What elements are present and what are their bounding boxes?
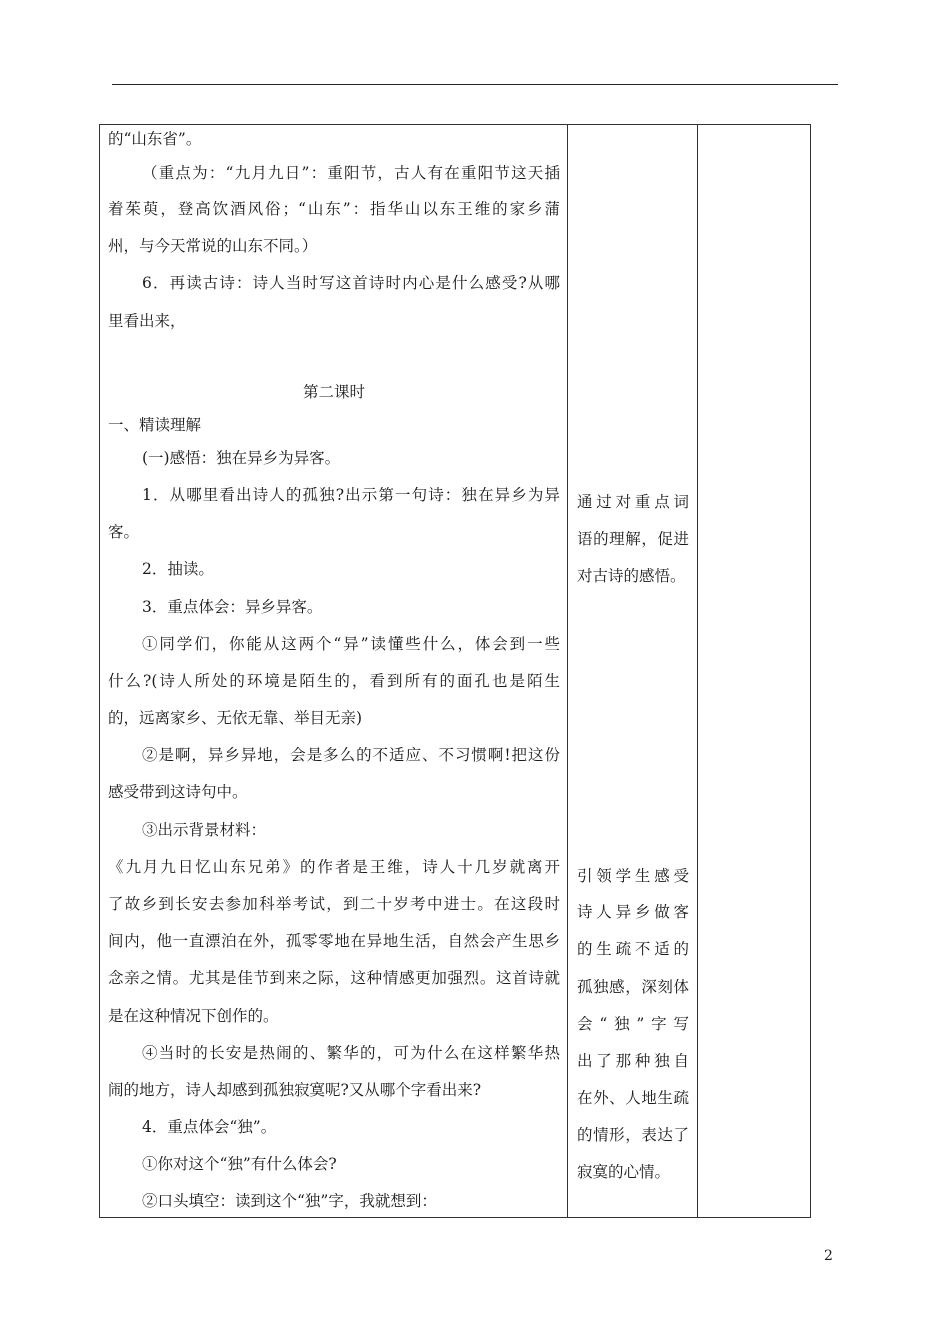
text-line: 3．重点体会：异乡异客。 <box>142 598 323 616</box>
text-line: 的“山东省”。 <box>108 130 202 148</box>
note-line: 语的理解，促进 <box>577 530 689 548</box>
text-line: 里看出来， <box>108 312 186 330</box>
lesson-heading: 第二课时 <box>302 383 365 401</box>
lesson-plan-table <box>99 124 811 1218</box>
note-line: 的情形，表达了 <box>577 1126 689 1144</box>
note-line: 对古诗的感悟。 <box>577 567 686 585</box>
text-line: 着茱萸，登高饮酒风俗；“山东”：指华山以东王维的家乡蒲 <box>108 200 560 218</box>
text-line: 什么?(诗人所处的环境是陌生的，看到所有的面孔也是陌生 <box>108 672 560 690</box>
header-rule <box>112 84 838 85</box>
note-line: 的生疏不适的 <box>577 940 689 958</box>
text-line: （重点为：“九月九日”：重阳节，古人有在重阳节这天插 <box>142 164 560 182</box>
text-line: 闹的地方，诗人却感到孤独寂寞呢?又从哪个字看出来? <box>108 1081 482 1099</box>
text-line: 的，远离家乡、无依无靠、举目无亲) <box>108 709 363 727</box>
text-line: 州，与今天常说的山东不同。） <box>108 237 318 255</box>
text-line: ③出示背景材料： <box>142 821 267 839</box>
section-heading: 一、精读理解 <box>108 416 202 434</box>
note-line: 在外、人地生疏 <box>577 1089 689 1107</box>
text-line: ①同学们，你能从这两个“异”读懂些什么，体会到一些 <box>142 635 560 653</box>
text-line: 6．再读古诗：诗人当时写这首诗时内心是什么感受?从哪 <box>142 274 560 292</box>
note-line: 孤独感，深刻体 <box>577 978 689 996</box>
text-line: ④当时的长安是热闹的、繁华的，可为什么在这样繁华热 <box>142 1044 560 1062</box>
text-line: 了故乡到长安去参加科举考试，到二十岁考中进士。在这段时 <box>108 895 560 913</box>
note-line: 寂寞的心情。 <box>577 1163 671 1181</box>
text-line: 2．抽读。 <box>142 560 214 578</box>
note-line: 引领学生感受 <box>577 867 689 885</box>
text-line: 《九月九日忆山东兄弟》的作者是王维，诗人十几岁就离开 <box>108 858 560 876</box>
text-line: 是在这种情况下创作的。 <box>108 1007 279 1025</box>
text-line: 4．重点体会“独”。 <box>142 1118 277 1136</box>
text-line: 间内，他一直漂泊在外，孤零零地在异地生活，自然会产生思乡 <box>108 932 560 950</box>
note-line: 诗人异乡做客 <box>577 903 689 921</box>
column-divider <box>567 125 568 1217</box>
subsection-heading: (一)感悟：独在异乡为异客。 <box>142 449 341 467</box>
text-line: 1．从哪里看出诗人的孤独?出示第一句诗：独在异乡为异 <box>142 486 560 504</box>
note-line: 会“独”字写 <box>577 1015 689 1033</box>
text-line: ①你对这个“独”有什么体会? <box>142 1155 337 1173</box>
note-line: 通过对重点词 <box>577 493 689 511</box>
page-number: 2 <box>824 1248 833 1264</box>
column-divider <box>697 125 698 1217</box>
text-line: 感受带到这诗句中。 <box>108 783 248 801</box>
note-line: 出了那种独自 <box>577 1052 689 1070</box>
text-line: ②是啊，异乡异地，会是多么的不适应、不习惯啊!把这份 <box>142 746 560 764</box>
text-line: 客。 <box>108 523 140 541</box>
text-line: ②口头填空：读到这个“独”字，我就想到： <box>142 1192 437 1210</box>
text-line: 念亲之情。尤其是佳节到来之际，这种情感更加强烈。这首诗就 <box>108 969 560 987</box>
